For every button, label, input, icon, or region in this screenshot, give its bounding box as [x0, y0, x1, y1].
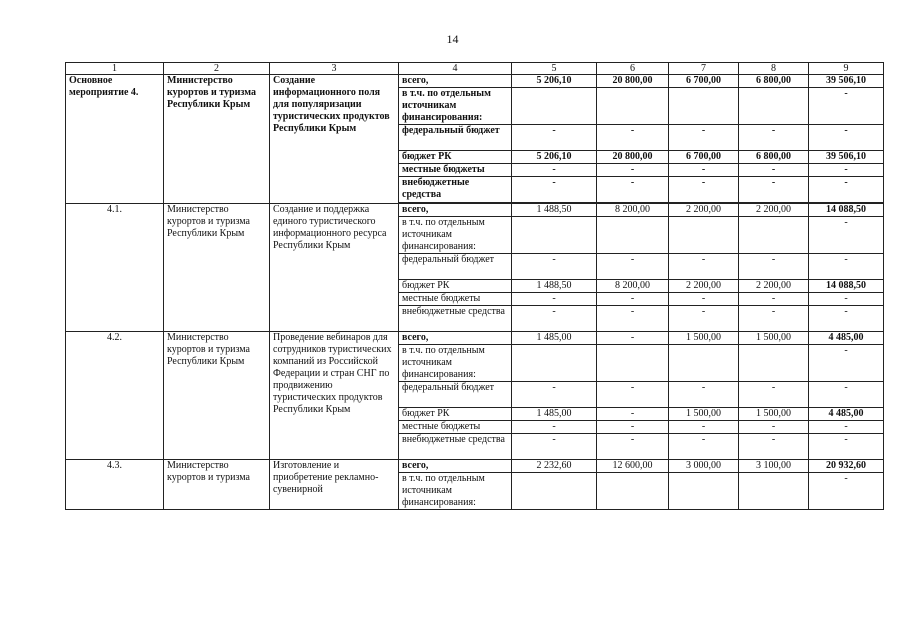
value-cell: 6 700,00 [669, 151, 739, 164]
category-by-source: в т.ч. по отдельным источникам финансирования: [399, 345, 512, 382]
header-row [66, 63, 884, 75]
value-cell: - [669, 293, 739, 306]
column-header: 5 [512, 63, 597, 75]
category-federal: федеральный бюджет [399, 125, 512, 151]
value-cell: 2 200,00 [739, 280, 809, 293]
value-cell: - [809, 345, 884, 382]
value-cell: 3 100,00 [739, 460, 809, 473]
value-cell: - [597, 382, 669, 408]
value-cell [669, 88, 739, 125]
value-cell: 3 000,00 [669, 460, 739, 473]
value-cell: 8 200,00 [597, 204, 669, 217]
value-cell: - [809, 88, 884, 125]
category-local: местные бюджеты [399, 293, 512, 306]
value-cell: - [512, 421, 597, 434]
value-cell: 1 488,50 [512, 280, 597, 293]
category-by-source: в т.ч. по отдельным источникам финансирования: [399, 88, 512, 125]
value-cell: - [597, 408, 669, 421]
value-cell: 1 500,00 [739, 332, 809, 345]
value-cell: 14 088,50 [809, 204, 884, 217]
value-cell: - [809, 177, 884, 203]
value-cell [739, 88, 809, 125]
value-cell: 5 206,10 [512, 75, 597, 88]
value-cell: - [669, 125, 739, 151]
category-by-source: в т.ч. по отдельным источникам финансирования: [399, 217, 512, 254]
category-total: всего, [399, 460, 512, 473]
value-cell: 5 206,10 [512, 151, 597, 164]
value-cell [669, 473, 739, 510]
activity-id: Основное мероприятие 4. [66, 75, 164, 204]
value-cell: 1 485,00 [512, 332, 597, 345]
value-cell: 1 500,00 [669, 408, 739, 421]
value-cell: - [809, 125, 884, 151]
category-local: местные бюджеты [399, 421, 512, 434]
value-cell: - [739, 306, 809, 332]
category-offbudget: внебюджетные средства [399, 177, 512, 203]
value-cell: 12 600,00 [597, 460, 669, 473]
value-cell: - [669, 177, 739, 203]
column-header: 4 [399, 63, 512, 75]
value-cell: - [809, 217, 884, 254]
value-cell [512, 473, 597, 510]
value-cell: - [739, 125, 809, 151]
activity-name: Изготовление и приобретение рекламно-сувенирной [270, 460, 399, 510]
activity-name: Создание и поддержка единого туристического информационного ресурса Республики Крым [270, 204, 399, 332]
value-cell: - [669, 164, 739, 177]
value-cell: 6 800,00 [739, 151, 809, 164]
column-header: 3 [270, 63, 399, 75]
value-cell: 6 700,00 [669, 75, 739, 88]
value-cell: 1 500,00 [669, 332, 739, 345]
value-cell: 20 800,00 [597, 151, 669, 164]
category-total: всего, [399, 75, 512, 88]
value-cell [597, 345, 669, 382]
activity-id: 4.1. [66, 204, 164, 332]
value-cell: - [597, 306, 669, 332]
value-cell: 20 800,00 [597, 75, 669, 88]
column-header: 6 [597, 63, 669, 75]
value-cell: - [512, 306, 597, 332]
value-cell: - [739, 421, 809, 434]
value-cell: - [512, 254, 597, 280]
value-cell: - [669, 421, 739, 434]
value-cell [669, 217, 739, 254]
value-cell: - [512, 434, 597, 460]
value-cell: - [809, 434, 884, 460]
value-cell: - [809, 306, 884, 332]
executor: Министерство курортов и туризма [164, 460, 270, 510]
column-header: 7 [669, 63, 739, 75]
value-cell [512, 88, 597, 125]
value-cell: - [597, 434, 669, 460]
value-cell: 4 485,00 [809, 332, 884, 345]
value-cell: - [739, 293, 809, 306]
value-cell: - [597, 293, 669, 306]
category-federal: федеральный бюджет [399, 254, 512, 280]
value-cell: 4 485,00 [809, 408, 884, 421]
value-cell: - [512, 382, 597, 408]
category-rk: бюджет РК [399, 280, 512, 293]
value-cell: - [739, 164, 809, 177]
column-header: 9 [809, 63, 884, 75]
value-cell: - [809, 473, 884, 510]
value-cell: - [597, 125, 669, 151]
column-header: 1 [66, 63, 164, 75]
value-cell: - [597, 177, 669, 203]
executor: Министерство курортов и туризма Республики Крым [164, 332, 270, 460]
value-cell: - [597, 332, 669, 345]
value-cell: - [512, 125, 597, 151]
value-cell: 1 500,00 [739, 408, 809, 421]
value-cell: - [739, 254, 809, 280]
column-header: 8 [739, 63, 809, 75]
category-local: местные бюджеты [399, 164, 512, 177]
value-cell: - [809, 164, 884, 177]
value-cell: 14 088,50 [809, 280, 884, 293]
value-cell [597, 217, 669, 254]
value-cell: - [809, 254, 884, 280]
value-cell: - [597, 254, 669, 280]
value-cell [597, 88, 669, 125]
category-rk: бюджет РК [399, 408, 512, 421]
value-cell: - [739, 382, 809, 408]
value-cell: 8 200,00 [597, 280, 669, 293]
category-offbudget: внебюджетные средства [399, 306, 512, 332]
table-row [66, 460, 884, 473]
value-cell: 2 200,00 [669, 204, 739, 217]
value-cell: - [809, 293, 884, 306]
category-total: всего, [399, 204, 512, 217]
value-cell: - [512, 164, 597, 177]
category-total: всего, [399, 332, 512, 345]
value-cell: - [739, 177, 809, 203]
value-cell: - [512, 177, 597, 203]
value-cell: - [597, 421, 669, 434]
value-cell: - [669, 306, 739, 332]
value-cell: - [809, 382, 884, 408]
category-offbudget: внебюджетные средства [399, 434, 512, 460]
financing-table [65, 62, 884, 510]
executor: Министерство курортов и туризма Республики Крым [164, 75, 270, 204]
value-cell: 2 200,00 [669, 280, 739, 293]
value-cell: - [809, 421, 884, 434]
value-cell [739, 217, 809, 254]
value-cell: - [512, 293, 597, 306]
value-cell: 2 200,00 [739, 204, 809, 217]
table-row [66, 75, 884, 88]
page-number: 14 [446, 32, 459, 46]
activity-id: 4.3. [66, 460, 164, 510]
value-cell [739, 345, 809, 382]
value-cell [597, 473, 669, 510]
value-cell [512, 345, 597, 382]
value-cell [512, 217, 597, 254]
column-header: 2 [164, 63, 270, 75]
executor: Министерство курортов и туризма Республики Крым [164, 204, 270, 332]
value-cell: - [669, 254, 739, 280]
value-cell: 6 800,00 [739, 75, 809, 88]
value-cell: - [739, 434, 809, 460]
value-cell: 39 506,10 [809, 151, 884, 164]
value-cell: 1 485,00 [512, 408, 597, 421]
value-cell [739, 473, 809, 510]
value-cell: 2 232,60 [512, 460, 597, 473]
category-rk: бюджет РК [399, 151, 512, 164]
value-cell: 39 506,10 [809, 75, 884, 88]
category-by-source: в т.ч. по отдельным источникам финансирования: [399, 473, 512, 510]
table-row [66, 204, 884, 217]
activity-name: Проведение вебинаров для сотрудников туристических компаний из Российской Федерации и стран СНГ по продвижению туристических продуктов Республики Крым [270, 332, 399, 460]
table-row [66, 332, 884, 345]
value-cell: 1 488,50 [512, 204, 597, 217]
value-cell [669, 345, 739, 382]
activity-id: 4.2. [66, 332, 164, 460]
value-cell: 20 932,60 [809, 460, 884, 473]
value-cell: - [597, 164, 669, 177]
activity-name: Создание информационного поля для популяризации туристических продуктов Республики Крым [270, 75, 399, 204]
category-federal: федеральный бюджет [399, 382, 512, 408]
value-cell: - [669, 434, 739, 460]
value-cell: - [669, 382, 739, 408]
